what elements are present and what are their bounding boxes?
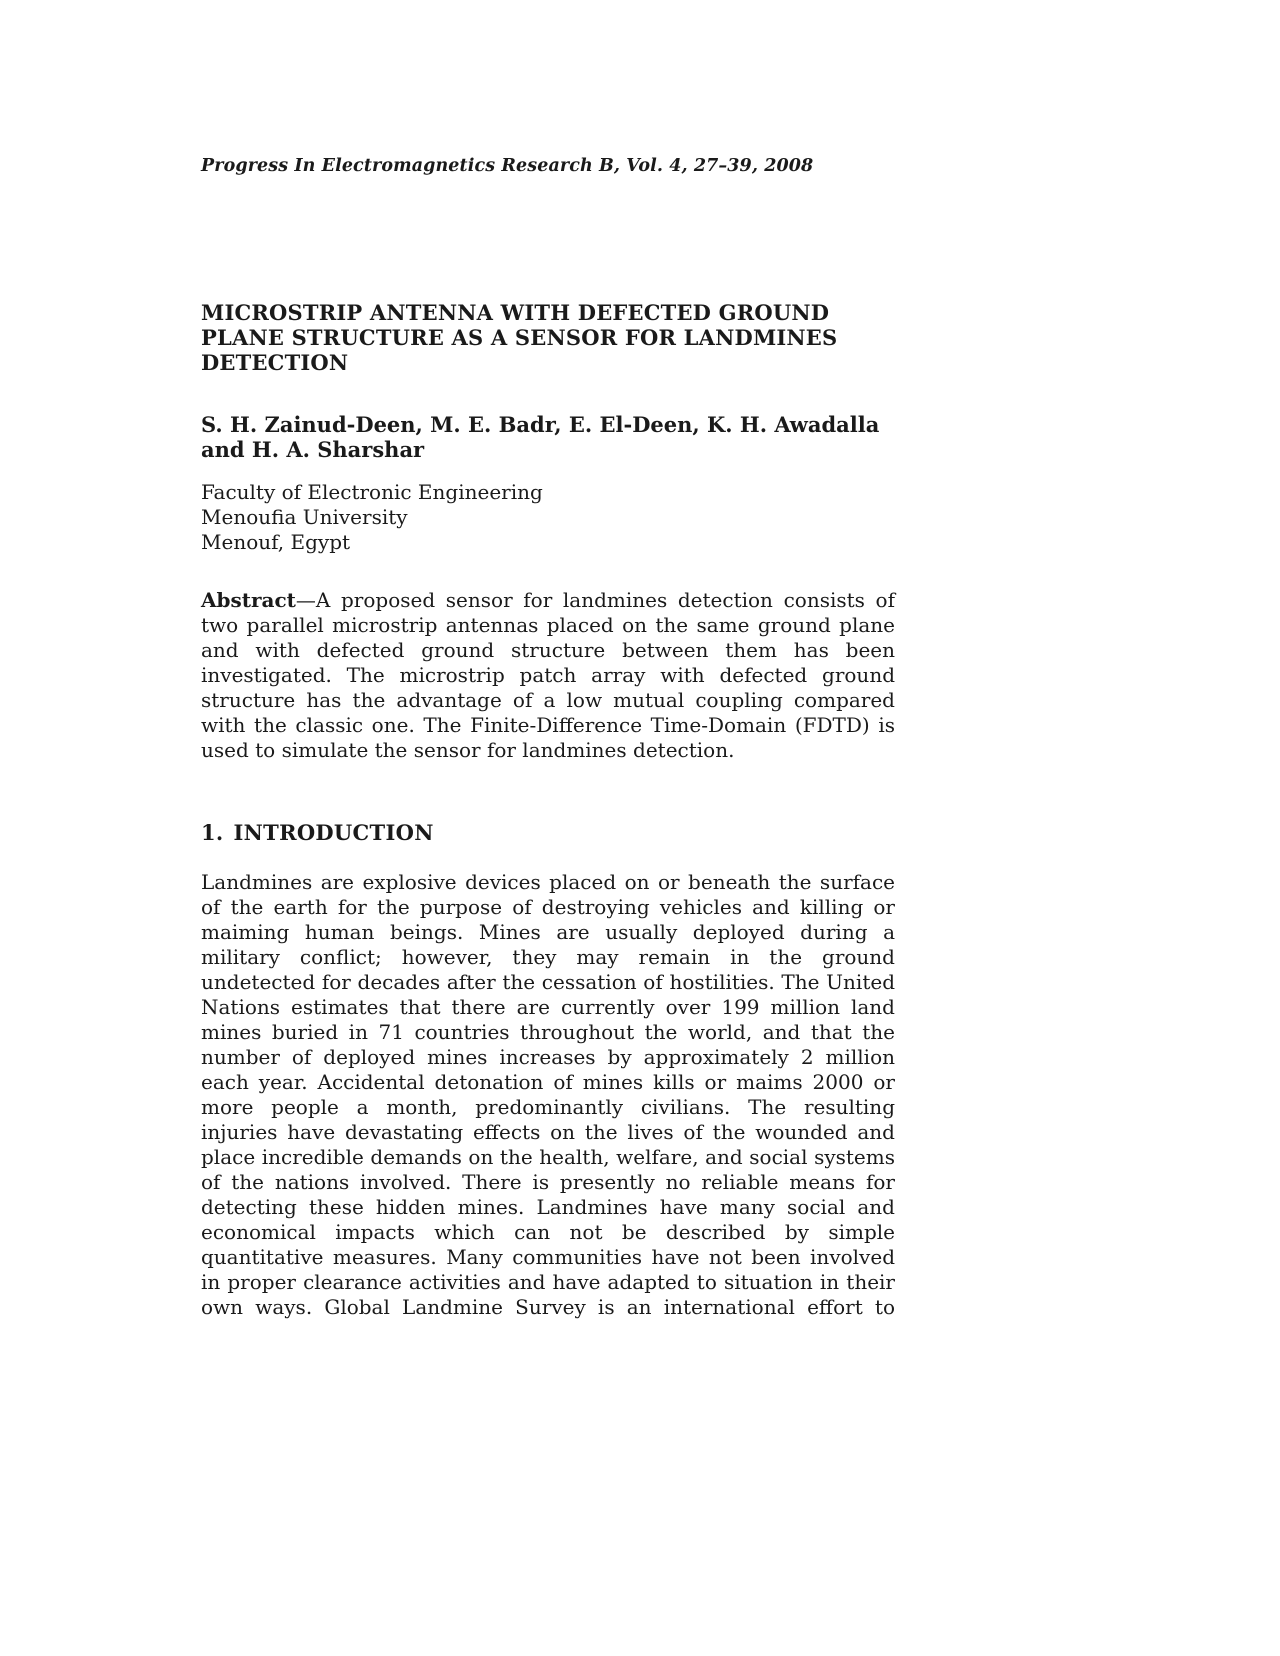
introduction-body: [201, 870, 895, 1320]
abstract-label: Abstract: [201, 588, 296, 612]
author-line: S. H. Zainud-Deen, M. E. Badr, E. El-Deen, K. H. Awadalla: [201, 412, 880, 437]
author-line: and H. A. Sharshar: [201, 437, 425, 462]
section-title: INTRODUCTION: [233, 820, 434, 845]
title-line: PLANE STRUCTURE AS A SENSOR FOR LANDMINES: [201, 325, 838, 350]
body-paragraph: Landmines are explosive devices placed on or beneath the surface of the earth for the purpose of destroying vehicles and killing or maiming human beings. Mines are usually deployed during a military conflict; however, they may remain in the ground undetected for decades after the cessation of hostilities. The United Nations estimates that there are currently over 199 million land mines buried in 71 countries throughout the world, and that the number of deployed mines increases by approximately 2 million each year. Accidental detonation of mines kills or maims 2000 or more people a month, predominantly civilians. The resulting injuries have devastating effects on the lives of the wounded and place incredible demands on the health, welfare, and social systems of the nations involved. There is presently no reliable means for detecting these hidden mines. Landmines have many social and economical impacts which can not be described by simple quantitative measures. Many communities have not been involved in proper clearance activities and have adapted to situation in their own ways. Global Landmine Survey is an international effort to: [201, 870, 895, 1319]
title-line: MICROSTRIP ANTENNA WITH DEFECTED GROUND: [201, 300, 830, 325]
affiliation-line: Menouf, Egypt: [201, 530, 351, 554]
abstract: [201, 588, 895, 763]
section-heading: [201, 820, 895, 845]
paper-title: [201, 300, 895, 375]
section-number: 1.: [201, 820, 224, 845]
title-line: DETECTION: [201, 350, 349, 375]
author-list: [201, 412, 895, 462]
abstract-paragraph: [201, 588, 895, 763]
affiliation-line: Faculty of Electronic Engineering: [201, 480, 543, 504]
abstract-separator: —: [295, 588, 316, 612]
affiliation-line: Menoufia University: [201, 505, 408, 529]
journal-citation: Progress In Electromagnetics Research B, Vol. 4, 27–39, 2008: [201, 156, 814, 176]
affiliation: [201, 480, 895, 555]
abstract-text: A proposed sensor for landmines detection consists of two parallel microstrip antennas placed on the same ground plane and with defected ground structure between them has been investigated. The microstrip patch array with defected ground structure has the advantage of a low mutual coupling compared with the classic one. The Finite-Difference Time-Domain (FDTD) is used to simulate the sensor for landmines detection.: [201, 588, 895, 762]
